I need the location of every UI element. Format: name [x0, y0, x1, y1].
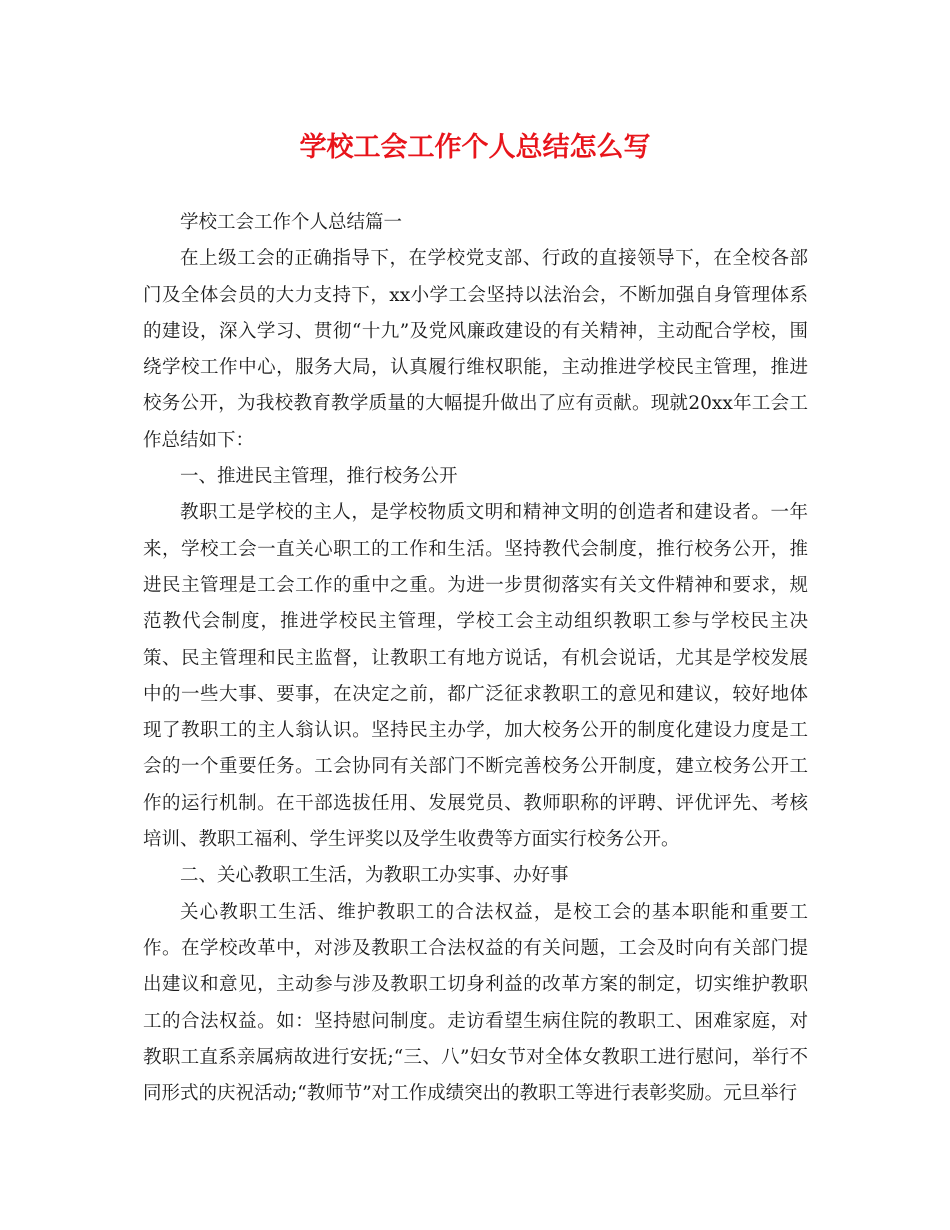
paragraph-staff-welfare: 关心教职工生活、维护教职工的合法权益，是校工会的基本职能和重要工作。在学校改革中，对涉及教职工合法权益的有关问题，工会及时向有关部门提出建议和意见，主动参与涉及教职工切身利益的改革方案的制定，切实维护教职工的合法权益。如：坚持慰问制度。走访看望生病住院的教职工、困难家庭，对教职工直系亲属病故进行安抚;“三、八”妇女节对全体女教职工进行慰问，举行不同形式的庆祝活动;“教师节”对工作成绩突出的教职工等进行表彰奖励。元旦举行: [143, 901, 808, 1105]
paragraph-democratic-management: 教职工是学校的主人，是学校物质文明和精神文明的创造者和建设者。一年来，学校工会一直关心职工的工作和生活。坚持教代会制度，推行校务公开，推进民主管理是工会工作的重中之重。为进一步贯彻落实有关文件精神和要求，规范教代会制度，推进学校民主管理，学校工会主动组织教职工参与学校民主决策、民主管理和民主监督，让教职工有地方说话，有机会说话，尤其是学校发展中的一些大事、要事，在决定之前，都广泛征求教职工的意见和建议，较好地体现了教职工的主人翁认识。坚持民主办学，加大校务公开的制度化建设力度是工会的一个重要任务。工会协同有关部门不断完善校务公开制度，建立校务公开工作的运行机制。在干部选拔任用、发展党员、教师职称的评聘、评优评先、考核培训、教职工福利、学生评奖以及学生收费等方面实行校务公开。: [143, 502, 808, 851]
paragraph-intro: 在上级工会的正确指导下，在学校党支部、行政的直接领导下，在全校各部门及全体会员的大力支持下，xx小学工会坚持以法治会，不断加强自身管理体系的建设，深入学习、贯彻“十九”及党风廉政建设的有关精神，主动配合学校，围绕学校工作中心，服务大局，认真履行维权职能，主动推进学校民主管理，推进校务公开，为我校教育教学质量的大幅提升做出了应有贡献。现就20xx年工会工作总结如下：: [143, 248, 808, 451]
section-heading-one: 一、推进民主管理，推行校务公开: [180, 466, 458, 488]
document-title: 学校工会工作个人总结怎么写: [299, 132, 651, 163]
document-body: [143, 205, 808, 1112]
section-heading-two: 二、关心教职工生活，为教职工办实事、办好事: [180, 865, 569, 887]
section-heading-article-one: 学校工会工作个人总结篇一: [180, 212, 403, 233]
